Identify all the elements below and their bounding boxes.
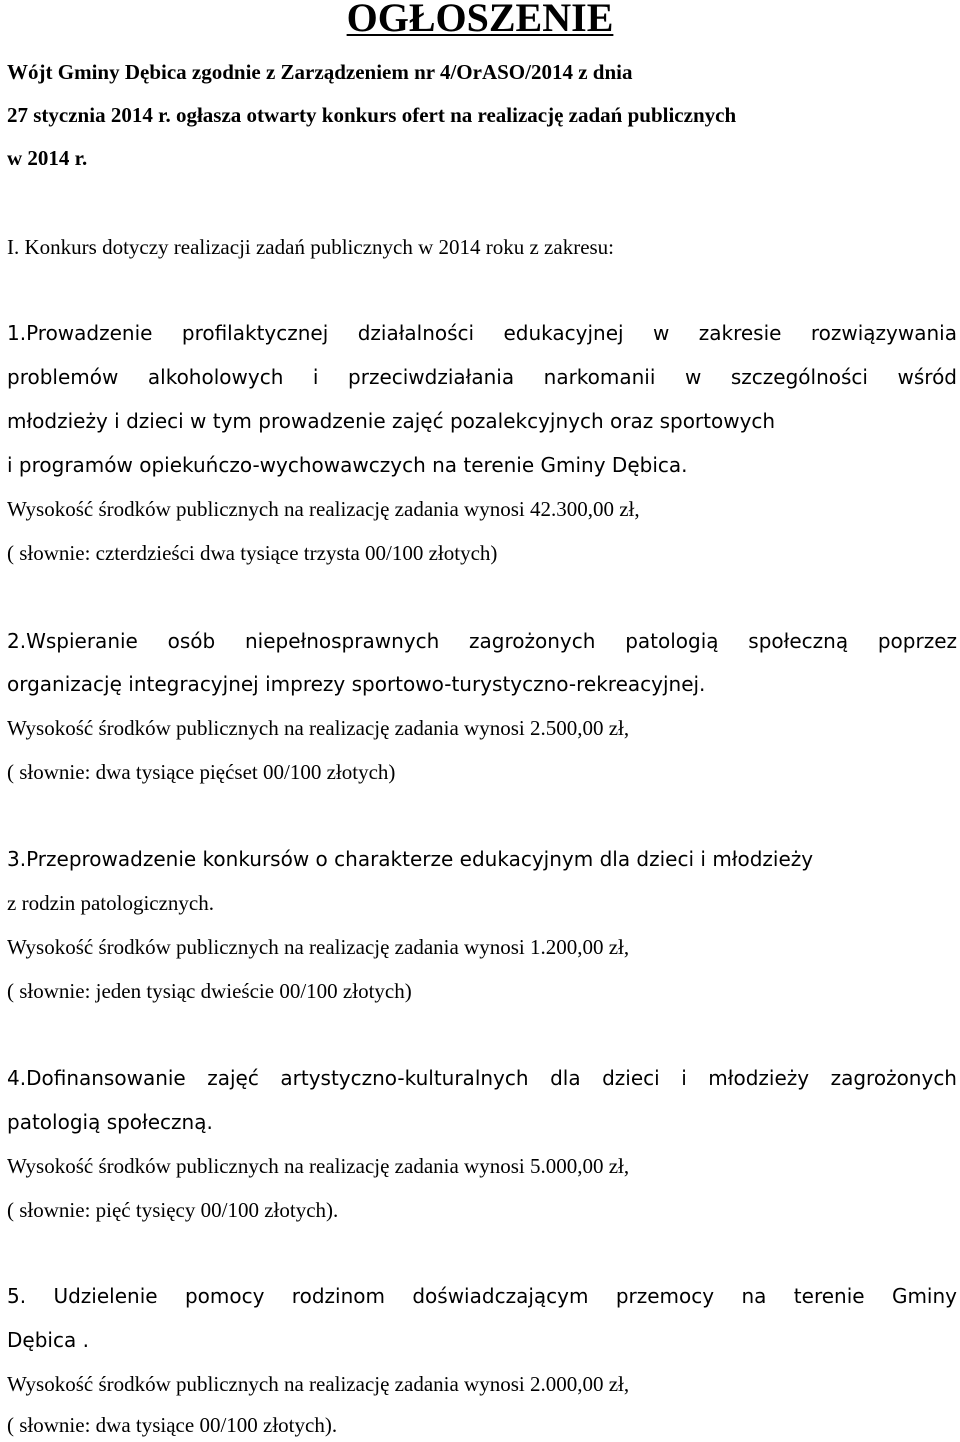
task-1-description-line: problemów alkoholowych i przeciwdziałania narkomanii w szczególności wśród xyxy=(7,365,957,389)
task-1-description-line: młodzieży i dzieci w tym prowadzenie zajęć pozalekcyjnych oraz sportowych xyxy=(7,409,776,433)
task-5-description-line: 5. Udzielenie pomocy rodzinom doświadczającym przemocy na terenie Gminy xyxy=(7,1284,957,1308)
task-3-amount: Wysokość środków publicznych na realizację zadania wynosi 1.200,00 zł, xyxy=(7,935,630,959)
task-1-amount: Wysokość środków publicznych na realizację zadania wynosi 42.300,00 zł, xyxy=(7,497,640,521)
page-title: OGŁOSZENIE xyxy=(346,0,614,40)
task-2-description-line: organizację integracyjnej imprezy sportowo-turystyczno-rekreacyjnej. xyxy=(7,672,706,696)
task-2-amount: Wysokość środków publicznych na realizację zadania wynosi 2.500,00 zł, xyxy=(7,716,630,740)
section-heading: I. Konkurs dotyczy realizacji zadań publicznych w 2014 roku z zakresu: xyxy=(7,235,615,259)
task-1-description-line: i programów opiekuńczo-wychowawczych na terenie Gminy Dębica. xyxy=(7,453,688,477)
intro-line: Wójt Gminy Dębica zgodnie z Zarządzeniem nr 4/OrASO/2014 z dnia xyxy=(7,60,633,84)
task-4-description-line: 4.Dofinansowanie zajęć artystyczno-kulturalnych dla dzieci i młodzieży zagrożonych xyxy=(7,1066,957,1090)
task-2-description-line: 2.Wspieranie osób niepełnosprawnych zagrożonych patologią społeczną poprzez xyxy=(7,629,957,653)
task-4-description-line: patologią społeczną. xyxy=(7,1110,213,1134)
task-1-amount-words: ( słownie: czterdzieści dwa tysiące trzysta 00/100 złotych) xyxy=(7,541,498,565)
intro-line: w 2014 r. xyxy=(7,146,88,170)
task-3-amount-words: ( słownie: jeden tysiąc dwieście 00/100 złotych) xyxy=(7,979,412,1003)
task-4-amount: Wysokość środków publicznych na realizację zadania wynosi 5.000,00 zł, xyxy=(7,1154,630,1178)
task-5-amount: Wysokość środków publicznych na realizację zadania wynosi 2.000,00 zł, xyxy=(7,1372,630,1396)
task-2-amount-words: ( słownie: dwa tysiące pięćset 00/100 złotych) xyxy=(7,760,396,784)
task-4-amount-words: ( słownie: pięć tysięcy 00/100 złotych). xyxy=(7,1198,339,1222)
task-3-description-line: z rodzin patologicznych. xyxy=(7,891,215,915)
task-1-description-line: 1.Prowadzenie profilaktycznej działalności edukacyjnej w zakresie rozwiązywania xyxy=(7,321,957,345)
task-3-description-line: 3.Przeprowadzenie konkursów o charakterze edukacyjnym dla dzieci i młodzieży xyxy=(7,847,814,871)
intro-line: 27 stycznia 2014 r. ogłasza otwarty konkurs ofert na realizację zadań publicznych xyxy=(7,103,737,127)
task-5-amount-words: ( słownie: dwa tysiące 00/100 złotych). xyxy=(7,1413,338,1437)
task-5-description-line: Dębica . xyxy=(7,1328,89,1352)
